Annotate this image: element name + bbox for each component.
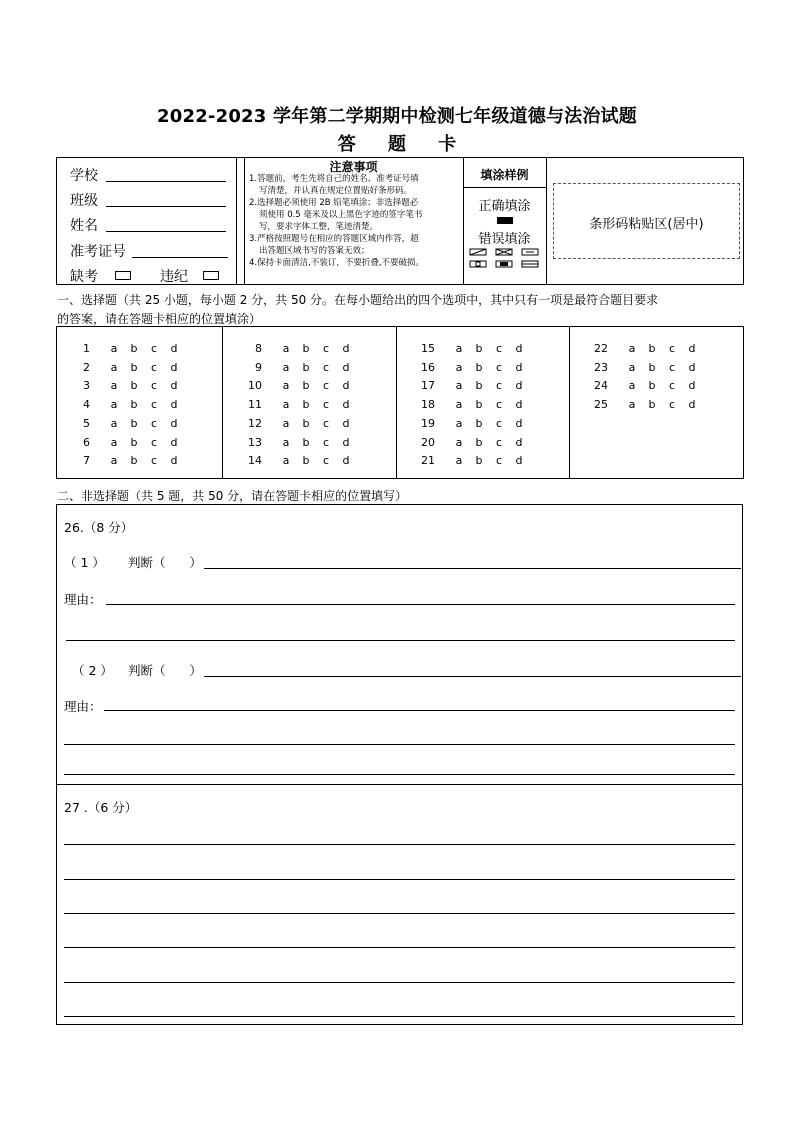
choice-option-d[interactable]: d	[515, 342, 523, 355]
choice-option-c[interactable]: c	[150, 435, 158, 449]
question-number: 13	[248, 435, 262, 449]
notes-title: 注意事项	[329, 160, 378, 174]
question-number: 15	[421, 342, 435, 355]
choice-option-b[interactable]: b	[130, 342, 138, 355]
notes-line-8: 4.保持卡面清洁,不装订，不要折叠,不要破损。	[249, 258, 425, 268]
section1-heading: 一、选择题（共 25 小题，每小题 2 分，共 50 分。在每小题给出的四个选项中，其中只有一项是最符合题目要求	[57, 293, 659, 307]
choice-option-b[interactable]: b	[648, 360, 656, 374]
q27-line-4[interactable]	[64, 947, 735, 948]
choice-option-c[interactable]: c	[495, 416, 503, 430]
choice-question-row	[64, 436, 184, 449]
choice-question-row	[236, 436, 356, 449]
question-number: 17	[421, 379, 435, 393]
choice-option-c[interactable]: c	[150, 379, 158, 393]
choice-option-d[interactable]: d	[170, 342, 178, 355]
choice-option-a[interactable]: a	[110, 379, 118, 393]
choice-option-c[interactable]: c	[150, 342, 158, 355]
exam-id-label: 准考证号	[70, 244, 126, 260]
question-number: 11	[248, 398, 262, 412]
choice-option-b[interactable]: b	[475, 342, 483, 355]
choice-option-b[interactable]: b	[302, 454, 310, 468]
question-number: 7	[83, 454, 90, 468]
choice-option-a[interactable]: a	[455, 398, 463, 412]
choice-option-d[interactable]: d	[515, 435, 523, 449]
choice-option-a[interactable]: a	[455, 435, 463, 449]
class-field[interactable]	[106, 206, 226, 207]
choice-option-d[interactable]: d	[515, 454, 523, 468]
school-label: 学校	[70, 168, 98, 184]
choice-option-b[interactable]: b	[648, 342, 656, 355]
choice-question-row	[64, 379, 184, 392]
page-subtitle: 答 题 卡	[337, 134, 457, 155]
choice-question-row	[409, 417, 529, 430]
q27-label: 27 .（6 分）	[64, 800, 138, 815]
notes-line-6: 3.严格按照题号在相应的答题区域内作答，超	[249, 234, 419, 244]
choice-option-d[interactable]: d	[170, 379, 178, 393]
q27-box	[56, 784, 743, 1025]
question-number: 14	[248, 454, 262, 468]
question-number: 12	[248, 416, 262, 430]
choice-option-b[interactable]: b	[302, 342, 310, 355]
choice-option-d[interactable]: d	[170, 398, 178, 412]
q27-line-3[interactable]	[64, 913, 735, 914]
choice-option-d[interactable]: d	[515, 379, 523, 393]
choice-option-b[interactable]: b	[302, 360, 310, 374]
question-number: 18	[421, 398, 435, 412]
choice-option-b[interactable]: b	[475, 398, 483, 412]
choice-option-d[interactable]: d	[515, 360, 523, 374]
choice-option-a[interactable]: a	[110, 360, 118, 374]
section2-heading: 二、非选择题（共 5 题，共 50 分，请在答题卡相应的位置填写）	[57, 489, 408, 503]
absent-checkbox[interactable]	[115, 271, 131, 280]
choice-question-row	[236, 398, 356, 411]
choice-question-row	[64, 361, 184, 374]
choice-option-d[interactable]: d	[688, 398, 696, 412]
choice-question-row	[409, 454, 529, 467]
choice-option-c[interactable]: c	[668, 379, 676, 393]
choice-option-a[interactable]: a	[455, 454, 463, 468]
q26-part1-reason-label: 理由：	[64, 592, 102, 607]
choice-option-b[interactable]: b	[475, 379, 483, 393]
q26-part1-line[interactable]	[204, 568, 741, 569]
choice-question-row	[236, 417, 356, 430]
sample-correct-label: 正确填涂	[478, 199, 531, 214]
choice-option-b[interactable]: b	[475, 416, 483, 430]
choice-option-a[interactable]: a	[455, 360, 463, 374]
choice-question-row	[64, 454, 184, 467]
choice-option-c[interactable]: c	[495, 379, 503, 393]
choice-option-a[interactable]: a	[282, 342, 290, 355]
choice-option-a[interactable]: a	[455, 416, 463, 430]
choice-option-b[interactable]: b	[302, 435, 310, 449]
notes-line-3: 2.选择题必须使用 2B 铅笔填涂；非选择题必	[249, 198, 419, 208]
question-number: 25	[594, 398, 608, 412]
choice-question-row	[409, 436, 529, 449]
notes-line-2: 写清楚，并认真在规定位置贴好条形码。	[259, 186, 413, 196]
choice-option-a[interactable]: a	[282, 398, 290, 412]
choice-question-row	[236, 454, 356, 467]
choice-option-c[interactable]: c	[322, 379, 330, 393]
choice-option-b[interactable]: b	[648, 379, 656, 393]
question-number: 9	[255, 360, 262, 374]
question-number: 4	[83, 398, 90, 412]
choice-option-b[interactable]: b	[130, 379, 138, 393]
choice-option-d[interactable]: d	[342, 360, 350, 374]
choice-option-c[interactable]: c	[322, 398, 330, 412]
question-number: 21	[421, 454, 435, 468]
choice-option-b[interactable]: b	[130, 454, 138, 468]
choice-option-a[interactable]: a	[628, 342, 636, 355]
school-field[interactable]	[106, 181, 226, 182]
choice-option-b[interactable]: b	[648, 398, 656, 412]
class-label: 班级	[70, 193, 98, 209]
q26-part1-judge: 判断（ ）	[128, 555, 202, 570]
question-number: 19	[421, 416, 435, 430]
question-number: 2	[83, 360, 90, 374]
choice-option-c[interactable]: c	[322, 360, 330, 374]
q26-part2-reason-line-1[interactable]	[104, 710, 735, 711]
sample-title: 填涂样例	[480, 168, 529, 182]
choice-question-row	[409, 361, 529, 374]
choice-option-a[interactable]: a	[110, 435, 118, 449]
choice-question-row	[409, 379, 529, 392]
q27-line-2[interactable]	[64, 879, 735, 880]
q26-part2-reason-line-3[interactable]	[64, 774, 735, 775]
choice-option-a[interactable]: a	[282, 454, 290, 468]
choice-option-d[interactable]: d	[515, 416, 523, 430]
choice-option-a[interactable]: a	[628, 360, 636, 374]
q26-part1-reason-line-1[interactable]	[106, 604, 735, 605]
question-number: 8	[255, 342, 262, 355]
choice-option-c[interactable]: c	[668, 360, 676, 374]
choice-option-b[interactable]: b	[475, 435, 483, 449]
sample-correct-mark	[497, 217, 513, 224]
q26-part1-reason-line-2[interactable]	[66, 640, 735, 641]
choice-option-c[interactable]: c	[150, 416, 158, 430]
choice-option-b[interactable]: b	[475, 454, 483, 468]
choice-option-c[interactable]: c	[150, 398, 158, 412]
choice-option-c[interactable]: c	[495, 435, 503, 449]
choice-option-b[interactable]: b	[475, 360, 483, 374]
q26-label: 26.（8 分）	[64, 520, 134, 535]
choice-option-b[interactable]: b	[130, 360, 138, 374]
violation-label: 违纪	[160, 269, 188, 285]
choice-question-row	[582, 342, 702, 355]
choice-option-a[interactable]: a	[110, 342, 118, 355]
sample-wrong-label: 错误填涂	[478, 232, 531, 247]
choice-question-row	[64, 398, 184, 411]
choice-question-row	[582, 361, 702, 374]
absent-label: 缺考	[70, 269, 98, 285]
name-field[interactable]	[106, 231, 226, 232]
choice-option-d[interactable]: d	[342, 342, 350, 355]
choice-option-a[interactable]: a	[455, 379, 463, 393]
choice-option-a[interactable]: a	[282, 379, 290, 393]
choice-option-d[interactable]: d	[342, 435, 350, 449]
choice-question-row	[64, 417, 184, 430]
choice-option-c[interactable]: c	[495, 398, 503, 412]
choice-option-c[interactable]: c	[668, 342, 676, 355]
choice-option-d[interactable]: d	[342, 379, 350, 393]
choice-option-c[interactable]: c	[150, 360, 158, 374]
choice-option-c[interactable]: c	[322, 416, 330, 430]
choice-option-c[interactable]: c	[668, 398, 676, 412]
choice-option-d[interactable]: d	[688, 360, 696, 374]
choice-option-b[interactable]: b	[302, 379, 310, 393]
choice-option-a[interactable]: a	[628, 379, 636, 393]
choice-question-row	[236, 361, 356, 374]
choice-option-a[interactable]: a	[110, 454, 118, 468]
question-number: 23	[594, 360, 608, 374]
choice-question-row	[236, 379, 356, 392]
choice-option-c[interactable]: c	[322, 435, 330, 449]
name-label: 姓名	[70, 218, 98, 234]
choice-option-b[interactable]: b	[130, 416, 138, 430]
q26-part2-judge: 判断（ ）	[128, 663, 202, 678]
choice-option-c[interactable]: c	[495, 342, 503, 355]
q26-part2-label: （ 2 ）	[72, 663, 113, 678]
choice-option-d[interactable]: d	[342, 416, 350, 430]
choice-option-d[interactable]: d	[170, 435, 178, 449]
choice-option-c[interactable]: c	[150, 454, 158, 468]
choice-option-a[interactable]: a	[110, 398, 118, 412]
choice-option-c[interactable]: c	[495, 454, 503, 468]
choice-option-a[interactable]: a	[110, 416, 118, 430]
choice-option-d[interactable]: d	[170, 454, 178, 468]
choice-option-d[interactable]: d	[170, 416, 178, 430]
question-number: 3	[83, 379, 90, 393]
question-number: 6	[83, 435, 90, 449]
question-number: 20	[421, 435, 435, 449]
choice-option-b[interactable]: b	[130, 398, 138, 412]
choice-option-a[interactable]: a	[282, 435, 290, 449]
notes-line-4: 须使用 0.5 毫米及以上黑色字迹的签字笔书	[259, 210, 423, 220]
choice-option-a[interactable]: a	[628, 398, 636, 412]
choice-option-d[interactable]: d	[342, 398, 350, 412]
choice-option-d[interactable]: d	[170, 360, 178, 374]
choice-option-b[interactable]: b	[302, 416, 310, 430]
choice-option-b[interactable]: b	[302, 398, 310, 412]
q26-part2-reason-line-2[interactable]	[64, 744, 735, 745]
choice-option-a[interactable]: a	[455, 342, 463, 355]
choice-option-a[interactable]: a	[282, 360, 290, 374]
exam-id-field[interactable]	[132, 257, 228, 258]
question-number: 10	[248, 379, 262, 393]
page-title: 2022-2023 学年第二学期期中检测七年级道德与法治试题	[157, 106, 637, 127]
q26-part2-reason-label: 理由：	[64, 699, 102, 714]
q26-part2-line[interactable]	[204, 676, 741, 677]
choice-question-row	[236, 342, 356, 355]
sample-wrong-marks	[468, 247, 542, 271]
q26-part1-label: （ 1 ）	[64, 555, 105, 570]
barcode-label: 条形码粘贴区(居中)	[589, 217, 704, 232]
notes-line-7: 出答题区域书写的答案无效；	[259, 246, 370, 256]
choice-option-d[interactable]: d	[688, 342, 696, 355]
notes-line-1: 1.答题前，考生先将自己的姓名、准考证号填	[249, 174, 419, 184]
section1-heading-cont: 的答案，请在答题卡相应的位置填涂）	[57, 312, 262, 326]
question-number: 1	[83, 342, 90, 355]
q26-box	[56, 504, 743, 785]
question-number: 24	[594, 379, 608, 393]
choice-option-c[interactable]: c	[495, 360, 503, 374]
q27-line-6[interactable]	[64, 1016, 735, 1017]
choice-question-row	[582, 379, 702, 392]
notes-line-5: 写，要求字体工整，笔迹清楚。	[259, 222, 379, 232]
choice-option-d[interactable]: d	[515, 398, 523, 412]
choice-question-row	[409, 398, 529, 411]
q27-line-5[interactable]	[64, 982, 735, 983]
choice-option-b[interactable]: b	[130, 435, 138, 449]
q27-line-1[interactable]	[64, 844, 735, 845]
choice-question-row	[64, 342, 184, 355]
choice-option-d[interactable]: d	[688, 379, 696, 393]
choice-question-row	[582, 398, 702, 411]
choice-option-c[interactable]: c	[322, 454, 330, 468]
choice-option-d[interactable]: d	[342, 454, 350, 468]
question-number: 16	[421, 360, 435, 374]
question-number: 5	[83, 416, 90, 430]
choice-option-c[interactable]: c	[322, 342, 330, 355]
choice-option-a[interactable]: a	[282, 416, 290, 430]
question-number: 22	[594, 342, 608, 355]
choice-question-row	[409, 342, 529, 355]
violation-checkbox[interactable]	[203, 271, 219, 280]
